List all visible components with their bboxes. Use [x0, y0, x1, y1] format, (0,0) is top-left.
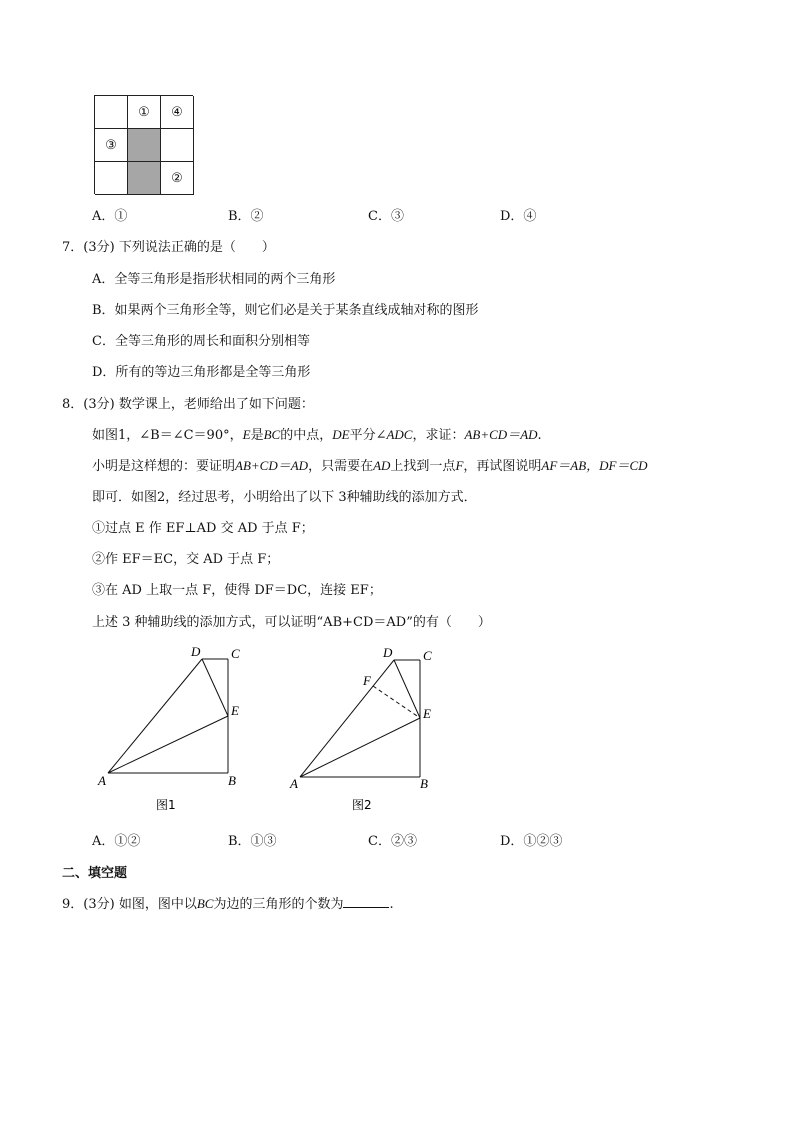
q7-option-b: B．如果两个三角形全等，则它们必是关于某条直线成轴对称的图形 [92, 303, 479, 318]
q8-stem: 8．(3分) 数学课上，老师给出了如下问题： [62, 397, 314, 412]
text: 的中点， [280, 428, 333, 443]
segment-de [202, 659, 228, 716]
label-b: B [420, 776, 428, 791]
label-b: B [228, 773, 236, 788]
equation: AB+CD＝AD [464, 427, 538, 442]
text: 如图1，∠B＝∠C＝90°， [92, 428, 243, 443]
label-c: C [423, 648, 432, 663]
q8-method-2: ②作 EF＝EC，交 AD 于点 F； [92, 552, 280, 567]
q6-option-d: D．④ [500, 209, 537, 224]
var-de: DE [332, 427, 350, 442]
label-d: D [191, 644, 201, 659]
q8-method-3: ③在 AD 上取一点 F，使得 DF＝DC，连接 EF； [92, 583, 382, 598]
text: 上找到一点 [390, 459, 456, 474]
q8-method-1: ①过点 E 作 EF⊥AD 交 AD 于点 F； [92, 521, 314, 536]
q6-option-b: B．② [228, 209, 264, 224]
text: . [389, 897, 394, 912]
label-a: A [290, 776, 298, 791]
q7-stem: 7．(3分) 下列说法正确的是（ ） [62, 240, 275, 255]
q8-idea-line [92, 455, 648, 474]
q7-option-a: A．全等三角形是指形状相同的两个三角形 [92, 272, 336, 287]
var-bc: BC [196, 896, 214, 911]
text: 为边的三角形的个数为 [213, 897, 344, 912]
label-e: E [423, 706, 431, 721]
grid-cell-shaded [128, 162, 161, 195]
figure-2-caption: 图2 [352, 798, 372, 812]
label-e: E [231, 703, 239, 718]
figure-2 [289, 645, 432, 812]
q8-problem-line [92, 424, 542, 443]
grid-cell: ④ [161, 96, 194, 129]
q8-figures [0, 640, 794, 820]
segment-de [394, 660, 420, 718]
q8-ask: 上述 3 种辅助线的添加方式，可以证明“AB+CD＝AD”的有（ ） [92, 615, 491, 630]
segment-da [108, 659, 202, 773]
text: 是 [250, 428, 264, 443]
answer-blank[interactable] [343, 895, 389, 908]
label-f: F [363, 673, 371, 688]
grid-cell: ③ [95, 129, 128, 162]
label-c: C [231, 646, 240, 661]
grid-cell [95, 96, 128, 129]
text: 小明是这样想的：要证明 [92, 459, 236, 474]
q6-option-a: A．① [92, 209, 128, 224]
text: ，求证： [412, 428, 465, 443]
equation: AB+CD＝AD [235, 458, 309, 473]
grid-cell: ① [128, 96, 161, 129]
var-ad: AD [373, 458, 391, 473]
section-heading: 二、填空题 [62, 866, 128, 881]
q9-stem [62, 893, 394, 912]
grid-cell [95, 162, 128, 195]
q6-option-c: C．③ [368, 209, 404, 224]
var-adc: ADC [386, 427, 413, 442]
q8-line3: 即可．如图2，经过思考，小明给出了以下 3种辅助线的添加方式． [92, 490, 477, 505]
text: ，只需要在 [308, 459, 374, 474]
text: 9．(3分) 如图，图中以 [62, 897, 197, 912]
figure-1 [97, 644, 240, 812]
equation: AF＝AB，DF＝CD [541, 458, 648, 473]
segment-da [300, 660, 394, 777]
grid-cell [161, 129, 194, 162]
q7-option-d: D．所有的等边三角形都是全等三角形 [92, 365, 311, 380]
segment-ea [300, 718, 420, 777]
grid-cell: ② [161, 162, 194, 195]
segment-ea [108, 716, 228, 773]
q8-option-c: C．②③ [368, 834, 417, 849]
label-a: A [98, 773, 106, 788]
q8-option-a: A．①② [92, 834, 141, 849]
q7-option-c: C．全等三角形的周长和面积分别相等 [92, 334, 310, 349]
figure-1-caption: 图1 [156, 798, 176, 812]
grid-figure [94, 95, 193, 194]
var-f: F [455, 458, 464, 473]
q8-option-d: D．①②③ [500, 834, 563, 849]
text: . [537, 428, 542, 443]
var-e: E [242, 427, 251, 442]
label-d: D [383, 645, 393, 660]
text: 平分∠ [349, 428, 387, 443]
var-bc: BC [263, 427, 281, 442]
grid-cell-shaded [128, 129, 161, 162]
q8-option-b: B．①③ [228, 834, 277, 849]
text: ，再试图说明 [463, 459, 542, 474]
